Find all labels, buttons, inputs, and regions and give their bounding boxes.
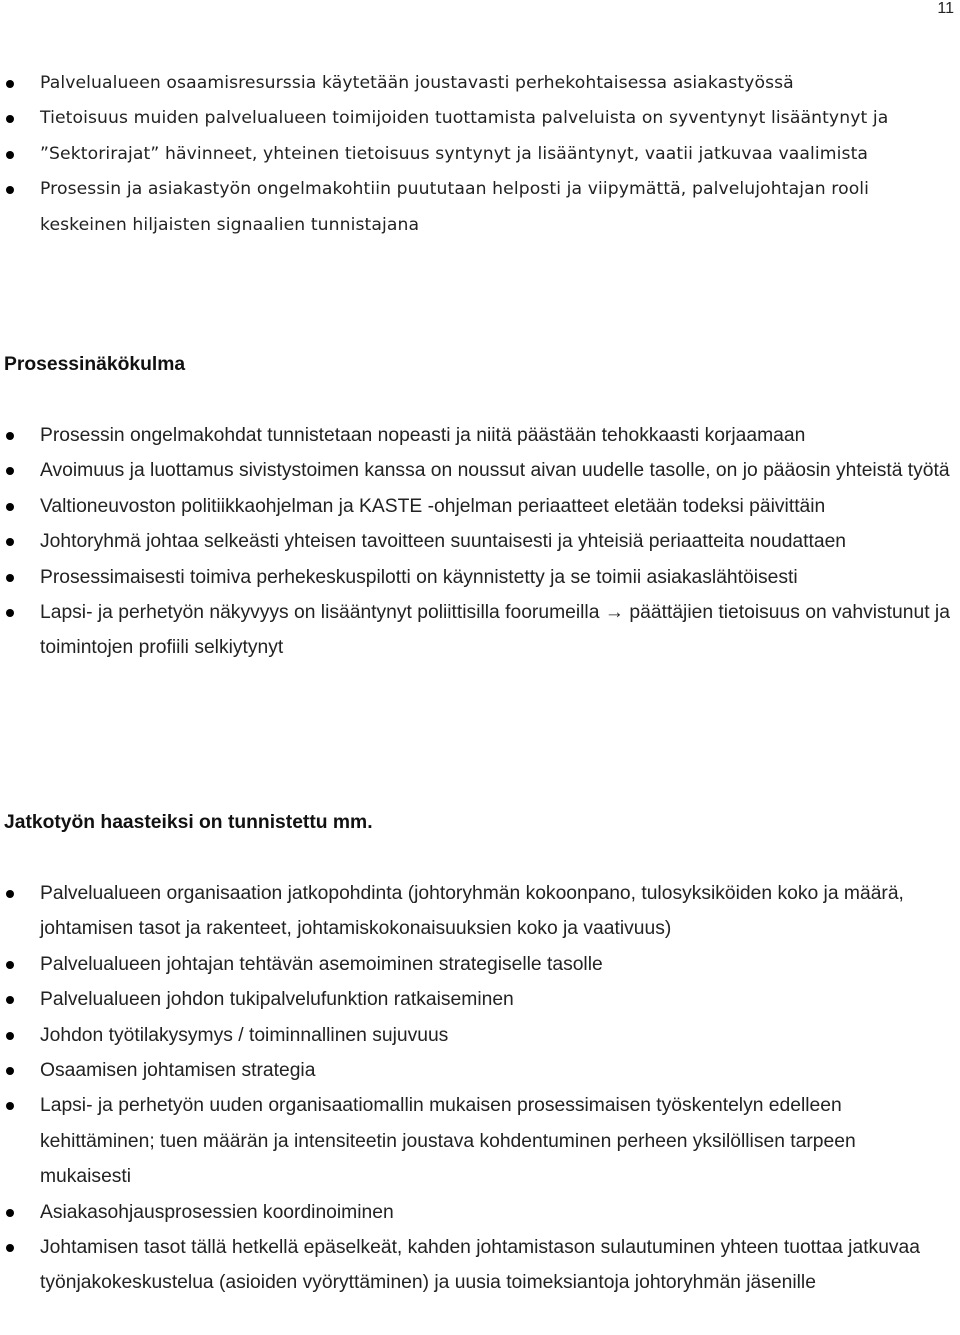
bullet-icon — [6, 538, 14, 546]
list-item — [0, 489, 960, 524]
list-item-text: Tietoisuus muiden palvelualueen toimijoiden tuottamista palveluista on syventynyt lisääntynyt ja — [40, 108, 889, 129]
list-item — [0, 982, 960, 1017]
page-number: 11 — [937, 0, 954, 17]
list-item-text: Palvelualueen osaamisresurssia käytetään joustavasti perhekohtaisessa asiakastyössä — [40, 73, 794, 93]
list-item — [0, 66, 960, 101]
bullet-icon — [6, 80, 14, 88]
process-list — [0, 418, 960, 666]
list-item — [0, 1053, 960, 1088]
list-item-text: ”Sektorirajat” hävinneet, yhteinen tietoisuus syntynyt ja lisääntynyt, vaatii jatkuvaa vaalimista — [40, 143, 869, 164]
list-item — [0, 1195, 960, 1230]
list-item — [0, 418, 960, 453]
list-item — [0, 101, 960, 136]
bullet-icon — [6, 1032, 14, 1040]
bullet-icon — [6, 609, 14, 617]
list-item-text: Avoimuus ja luottamus sivistystoimen kanssa on noussut aivan uudelle tasolle, on jo pääosin yhteistä työtä — [40, 460, 950, 482]
challenges-list — [0, 876, 960, 1301]
list-item-text-before-arrow: Lapsi- ja perhetyön näkyvyys on lisääntynyt poliittisilla foorumeilla — [40, 602, 605, 624]
list-item — [0, 172, 960, 243]
bullet-icon — [6, 1209, 14, 1217]
bullet-icon — [6, 503, 14, 511]
list-item — [0, 453, 960, 488]
list-item — [0, 1088, 960, 1194]
bullet-icon — [6, 574, 14, 582]
list-item-text: Prosessimaisesti toimiva perhekeskuspilotti on käynnistetty ja se toimii asiakaslähtöisesti — [40, 566, 798, 588]
right-arrow-icon: → — [604, 602, 625, 624]
intro-list — [0, 66, 960, 243]
list-item — [0, 524, 960, 559]
process-list-section — [0, 418, 960, 666]
challenges-heading: Jatkotyön haasteiksi on tunnistettu mm. — [4, 812, 373, 833]
list-item-text: Johdon työtilakysymys / toiminnallinen sujuvuus — [40, 1024, 449, 1046]
bullet-icon — [6, 432, 14, 440]
bullet-icon — [6, 186, 14, 194]
list-item-text: Johtamisen tasot tällä hetkellä epäselkeät, kahden johtamistason sulautuminen yhteen tuottaa jatkuvaa työnjakokeskustelua (asioiden vyöryttäminen) ja uusia toimeksiantoja johtoryhmän jäsenille — [40, 1237, 920, 1294]
list-item-text-after-arrow: päättäjien tietoisuus on vahvistunut ja toimintojen profiili selkiytynyt — [40, 602, 950, 659]
bullet-icon — [6, 1244, 14, 1252]
list-item-text: Palvelualueen johdon tukipalvelufunktion ratkaiseminen — [40, 989, 514, 1011]
list-item-text: Osaamisen johtamisen strategia — [40, 1060, 316, 1082]
list-item — [0, 1018, 960, 1053]
list-item — [0, 137, 960, 172]
list-item-text: Johtoryhmä johtaa selkeästi yhteisen tavoitteen suuntaisesti ja yhteisiä periaatteita noudattaen — [40, 531, 847, 553]
list-item — [0, 595, 960, 666]
list-item — [0, 560, 960, 595]
list-item — [0, 947, 960, 982]
intro-list-section — [0, 66, 960, 243]
challenges-list-section — [0, 876, 960, 1301]
bullet-icon — [6, 115, 14, 123]
bullet-icon — [6, 151, 14, 159]
bullet-icon — [6, 467, 14, 475]
list-item-text: Prosessin ongelmakohdat tunnistetaan nopeasti ja niitä päästään tehokkaasti korjaamaan — [40, 425, 806, 446]
list-item — [0, 876, 960, 947]
list-item-text: Palvelualueen organisaation jatkopohdinta (johtoryhmän kokoonpano, tulosyksiköiden koko ja määrä, johtamisen tasot ja rakenteet, johtamiskokonaisuuksien koko ja vaativuus) — [40, 883, 904, 940]
list-item-text: Palvelualueen johtajan tehtävän asemoiminen strategiselle tasolle — [40, 953, 603, 975]
list-item — [0, 1230, 960, 1301]
list-item-text: Prosessin ja asiakastyön ongelmakohtiin puututaan helposti ja viipymättä, palvelujohtajan rooli keskeinen hiljaisten signaalien tunnistajana — [40, 179, 870, 235]
list-item-text: Lapsi- ja perhetyön uuden organisaatiomallin mukaisen prosessimaisen työskentelyn edelleen kehittäminen; tuen määrän ja intensiteetin joustava kohdentuminen perheen yksilöllisen tarpeen mukaisesti — [40, 1095, 856, 1188]
process-heading: Prosessinäkökulma — [4, 354, 186, 375]
bullet-icon — [6, 1067, 14, 1075]
list-item-text: Valtioneuvoston politiikkaohjelman ja KASTE -ohjelman periaatteet eletään todeksi päivittäin — [40, 495, 826, 517]
bullet-icon — [6, 890, 14, 898]
bullet-icon — [6, 1102, 14, 1110]
list-item-text: Asiakasohjausprosessien koordinoiminen — [40, 1201, 394, 1223]
bullet-icon — [6, 996, 14, 1004]
bullet-icon — [6, 961, 14, 969]
